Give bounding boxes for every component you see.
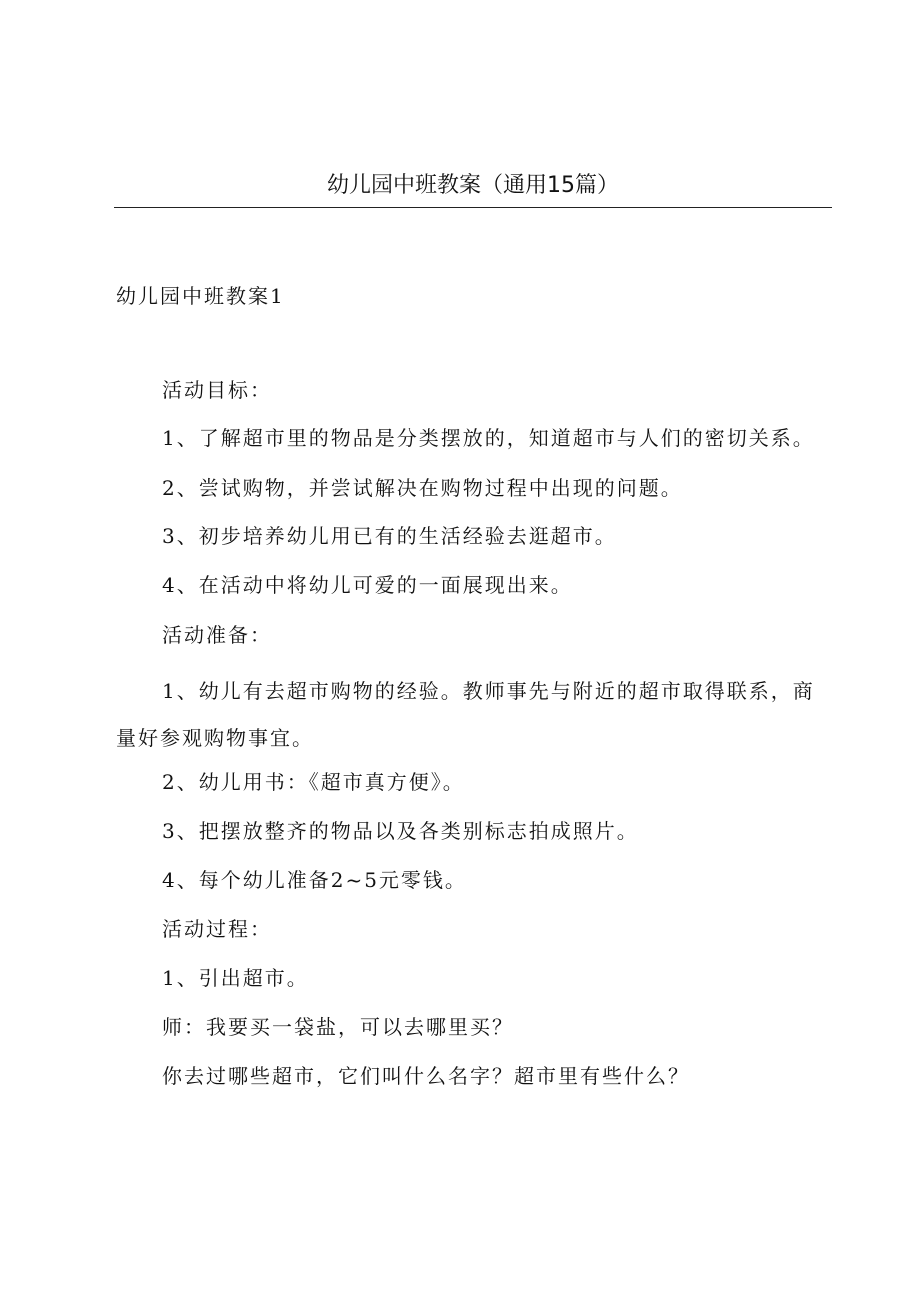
process-item: 1、引出超市。 bbox=[162, 966, 309, 990]
prep-item: 4、每个幼儿准备2~5元零钱。 bbox=[162, 868, 467, 892]
prep-item: 2、幼儿用书：《超市真方便》。 bbox=[162, 770, 465, 794]
goal-item: 3、初步培养幼儿用已有的生活经验去逛超市。 bbox=[162, 524, 617, 548]
goals-heading: 活动目标： bbox=[162, 378, 272, 402]
section-heading: 幼儿园中班教案1 bbox=[116, 284, 285, 308]
document-title: 幼儿园中班教案（通用15篇） bbox=[327, 173, 619, 198]
process-item: 你去过哪些超市，它们叫什么名字？超市里有些什么？ bbox=[162, 1064, 690, 1088]
goal-item: 4、在活动中将幼儿可爱的一面展现出来。 bbox=[162, 573, 573, 597]
prep-heading: 活动准备： bbox=[162, 623, 272, 647]
process-heading: 活动过程： bbox=[162, 917, 272, 941]
prep-item: 1、幼儿有去超市购物的经验。教师事先与附近的超市取得联系，商量好参观购物事宜。 bbox=[116, 679, 815, 750]
goal-item: 1、了解超市里的物品是分类摆放的，知道超市与人们的密切关系。 bbox=[162, 426, 815, 450]
prep-item: 3、把摆放整齐的物品以及各类别标志拍成照片。 bbox=[162, 819, 639, 843]
process-item: 师：我要买一袋盐，可以去哪里买？ bbox=[162, 1015, 514, 1039]
title-underline bbox=[114, 207, 832, 208]
goal-item: 2、尝试购物，并尝试解决在购物过程中出现的问题。 bbox=[162, 476, 683, 500]
